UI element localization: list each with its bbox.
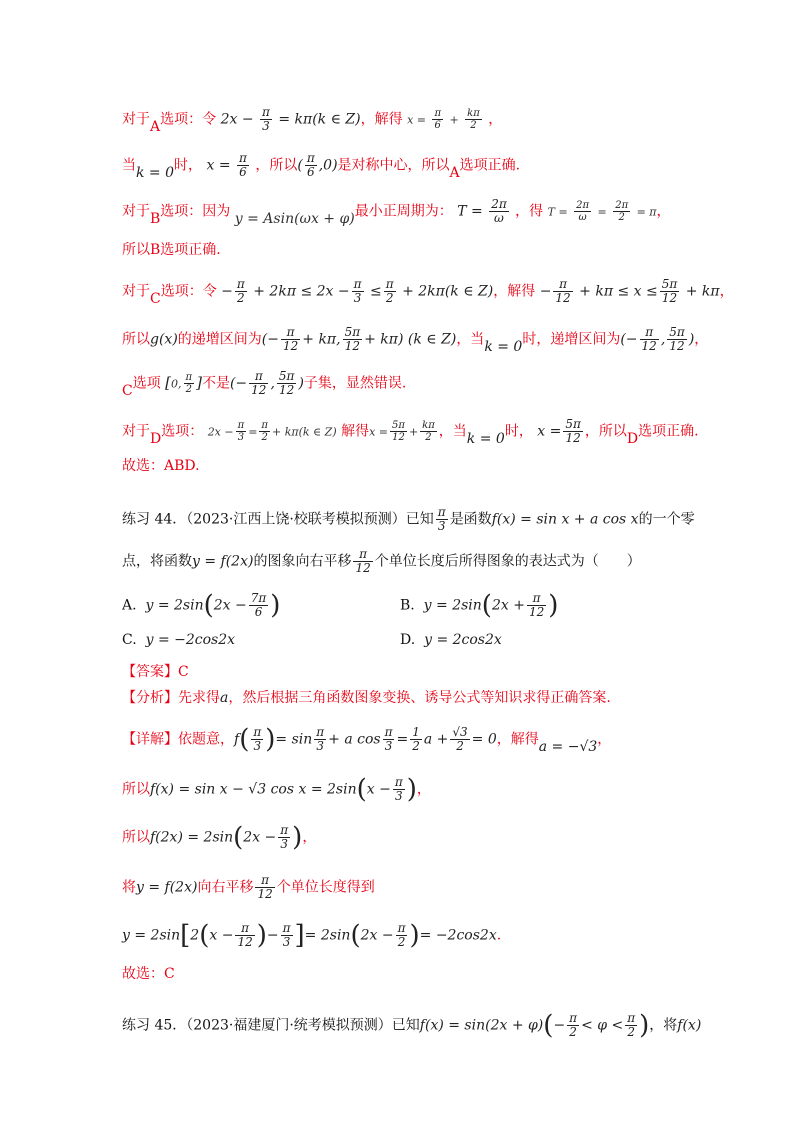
option-c-line-1: 对于C选项：令 − $\frac{\pi}{2}$ + 2kπ ≤ 2x − $\frac{\pi}{3}$ ≤ $\frac{\pi}{2}$ + 2kπ(k ∈ Z)，解得 − $\frac{\pi}{12}$ + kπ ≤ x ≤ $\frac{5\pi}{12}$ + kπ，	[122, 277, 734, 307]
detail-44: 【详解】依题意，f( $\frac{\pi}{3}$ )= sin $\frac{\pi}{3}$ + a cos $\frac{\pi}{3}$ = $\frac{1}{2}$ a + $\frac{√3}{2}$ = 0，解得a = −√3，	[122, 724, 612, 755]
option-b-line-1: 对于B选项：因为 y = Asin(ωx + φ)最小正周期为： T = $\frac{2\pi}{\omega}$ ，得 T = $\frac{2\pi}{\omega}$ = $\frac{2\pi}{2}$ = π，	[122, 197, 671, 227]
option-d-line-1: 对于D选项： 2x − $\frac{\pi}{3}$ = $\frac{\pi}{2}$ + kπ(k ∈ Z) 解得x = $\frac{5\pi}{12}$ + $\frac{k\pi}{2}$ ，当k = 0时， x = $\frac{5\pi}{12}$ ，所以D选项正确.	[122, 417, 699, 447]
question-45: 练习 45．（2023·福建厦门·统考模拟预测）已知f(x) = sin(2x + φ)(− $\frac{\pi}{2}$ < φ < $\frac{\pi}{2}$ )，将f(x)	[122, 1010, 702, 1041]
option-b-choice[interactable]: B. y = 2sin(2x + $\frac{\pi}{12}$ )	[400, 590, 559, 621]
analysis-44: 【分析】先求得a，然后根据三角函数图象变换、诱导公式等知识求得正确答案.	[122, 690, 611, 706]
option-c-line-3: C选项 [0, $\frac{\pi}{2}$ ]不是(− $\frac{\pi}{12}$ , $\frac{5\pi}{12}$ )子集，显然错误.	[122, 369, 407, 399]
step-1: 所以f(x) = sin x − √3 cos x = 2sin(x − $\frac{\pi}{3}$ )，	[122, 774, 431, 805]
step-3: 将y = f(2x)向右平移 $\frac{\pi}{12}$ 个单位长度得到	[122, 873, 375, 901]
option-b-line-2: 所以B选项正确.	[122, 242, 221, 258]
answer-choice-abd: 故选：ABD.	[122, 458, 200, 474]
answer-44: 【答案】C	[122, 664, 189, 680]
step-4: y = 2sin[2(x − $\frac{\pi}{12}$ )− $\frac{\pi}{3}$ ]= 2sin(2x − $\frac{\pi}{2}$ )= −2cos2x.	[122, 920, 502, 951]
option-c-choice[interactable]: C. y = −2cos2x	[122, 632, 236, 648]
question-44-line-2: 点，将函数y = f(2x)的图象向右平移 $\frac{\pi}{12}$ 个单位长度后所得图象的表达式为（ ）	[122, 547, 641, 575]
answer-choice-c: 故选：C	[122, 966, 175, 982]
option-d-choice[interactable]: D. y = 2cos2x	[400, 632, 502, 648]
option-a-line-2: 当k = 0时， x = $\frac{\pi}{6}$ ，所以( $\frac{\pi}{6}$ ,0)是对称中心，所以A选项正确.	[122, 151, 521, 181]
option-a-line-1: 对于A选项：令 2x − $\frac{\pi}{3}$ = kπ(k ∈ Z)，解得 x = $\frac{\pi}{6}$ + $\frac{k\pi}{2}$ ，	[122, 105, 503, 135]
option-a-choice[interactable]: A. y = 2sin(2x − $\frac{7\pi}{6}$ )	[122, 590, 281, 621]
option-c-line-2: 所以g(x)的递增区间为(− $\frac{\pi}{12}$ + kπ, $\frac{5\pi}{12}$ + kπ) (k ∈ Z)，当k = 0时，递增区间为(− $\frac{\pi}{12}$ , $\frac{5\pi}{12}$ )，	[122, 325, 709, 355]
question-44-line-1: 练习 44．（2023·江西上饶·校联考模拟预测）已知 $\frac{\pi}{3}$ 是函数f(x) = sin x + a cos x的一个零	[122, 505, 695, 533]
step-2: 所以f(2x) = 2sin(2x − $\frac{\pi}{3}$ )，	[122, 822, 317, 853]
